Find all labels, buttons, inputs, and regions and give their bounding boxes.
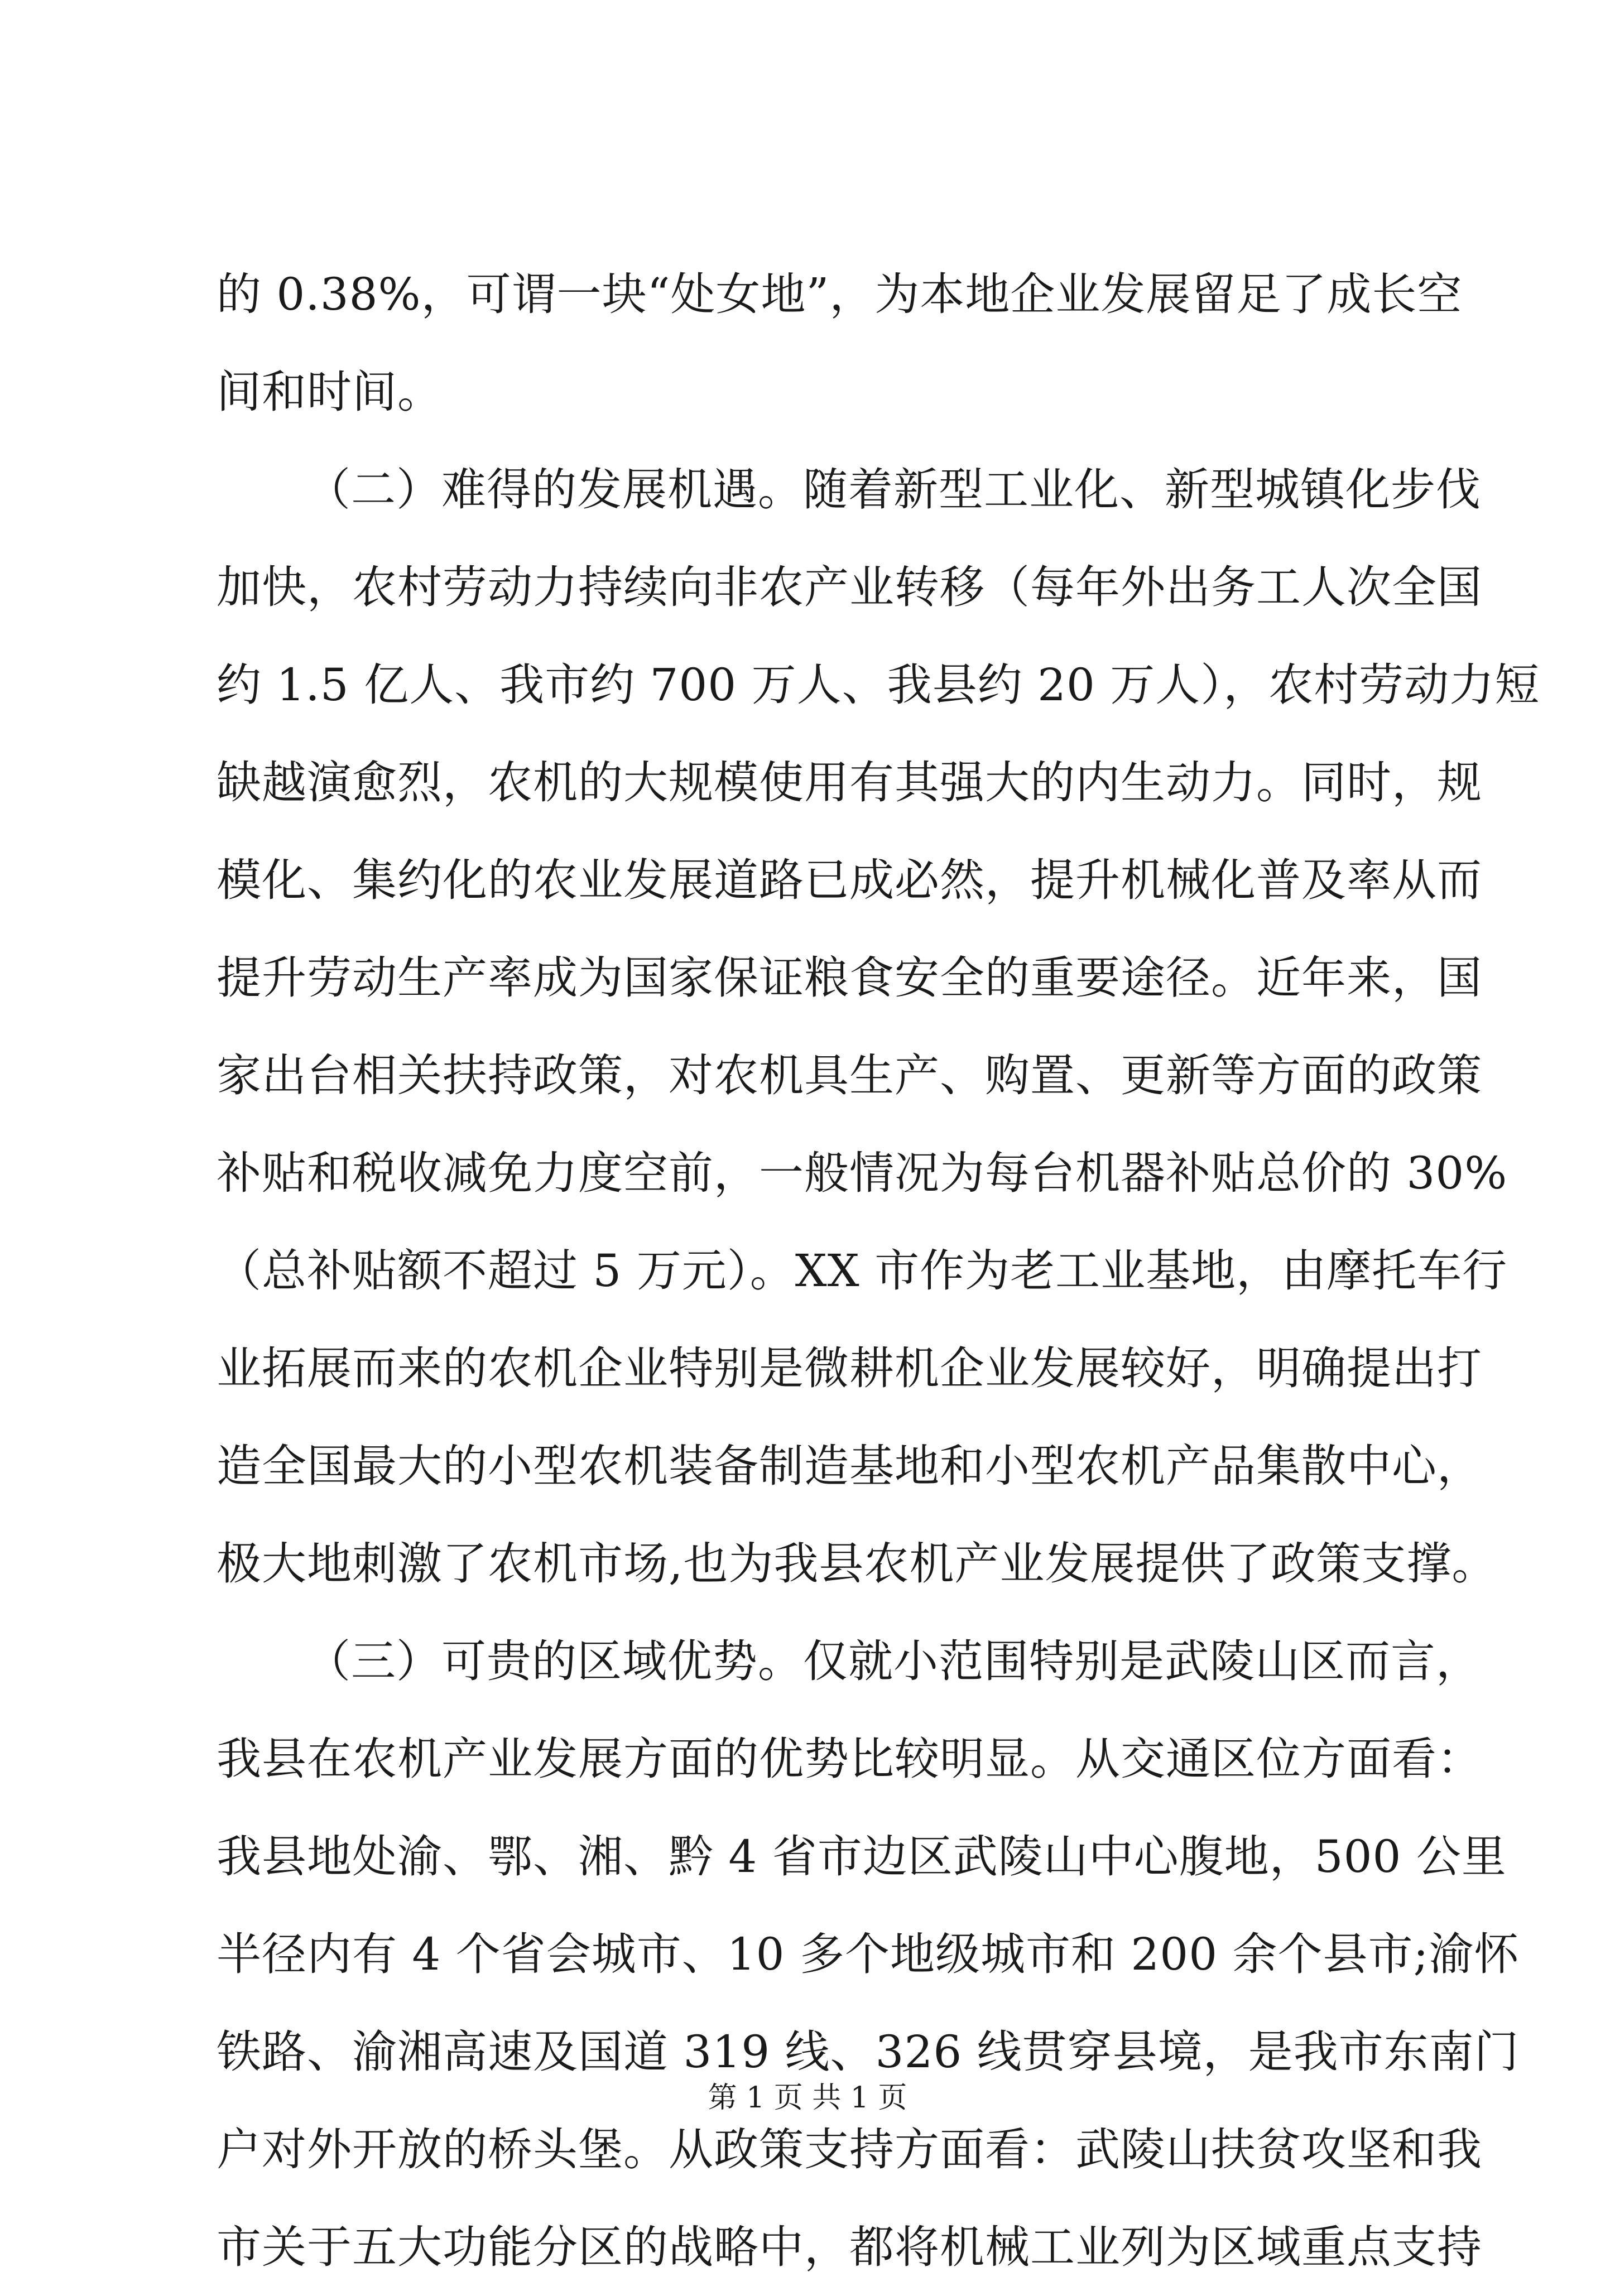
text-line: 缺越演愈烈，农机的大规模使用有其强大的内生动力。同时，规	[217, 757, 1482, 808]
document-body	[217, 246, 1540, 2296]
text-line: 补贴和税收减免力度空前，一般情况为每台机器补贴总价的 30%	[217, 1147, 1508, 1199]
text-line: 的 0.38%，可谓一块“处女地”，为本地企业发展留足了成长空	[217, 268, 1463, 320]
text-line: 半径内有 4 个省会城市、10 多个地级城市和 200 余个县市;渝怀	[217, 1928, 1520, 1980]
text-line: 我县地处渝、鄂、湘、黔 4 省市边区武陵山中心腹地，500 公里	[217, 1831, 1507, 1883]
text-line: 铁路、渝湘高速及国道 319 线、326 线贯穿县境，是我市东南门	[217, 2026, 1520, 2078]
text-line: 市关于五大功能分区的战略中，都将机械工业列为区域重点支持	[217, 2221, 1482, 2273]
text-line: 我县在农机产业发展方面的优势比较明显。从交通区位方面看：	[217, 1733, 1482, 1785]
text-line: 约 1.5 亿人、我市约 700 万人、我县约 20 万人），农村劳动力短	[217, 659, 1540, 711]
paragraph-heading-line: （二）难得的发展机遇。随着新型工业化、新型城镇化步伐	[306, 464, 1481, 516]
text-line: 户对外开放的桥头堡。从政策支持方面看：武陵山扶贫攻坚和我	[217, 2124, 1482, 2175]
page-footer	[0, 2076, 1615, 2120]
paragraph-heading-line: （三）可贵的区域优势。仅就小范围特别是武陵山区而言，	[306, 1635, 1481, 1687]
text-line: 业拓展而来的农机企业特别是微耕机企业发展较好，明确提出打	[217, 1342, 1482, 1394]
text-line: 模化、集约化的农业发展道路已成必然，提升机械化普及率从而	[217, 854, 1482, 906]
text-line: 加快，农村劳动力持续向非农产业转移（每年外出务工人次全国	[217, 561, 1482, 613]
text-line: （总补贴额不超过 5 万元）。XX 市作为老工业基地，由摩托车行	[217, 1245, 1508, 1297]
text-line: 造全国最大的小型农机装备制造基地和小型农机产品集散中心，	[217, 1440, 1482, 1492]
text-line: 极大地刺激了农机市场,也为我县农机产业发展提供了政策支撑。	[217, 1538, 1497, 1590]
text-line: 间和时间。	[217, 366, 443, 418]
text-line: 家出台相关扶持政策，对农机具生产、购置、更新等方面的政策	[217, 1050, 1482, 1101]
text-line: 提升劳动生产率成为国家保证粮食安全的重要途径。近年来，国	[217, 952, 1482, 1004]
page-number-label: 第 1 页 共 1 页	[708, 2081, 907, 2115]
